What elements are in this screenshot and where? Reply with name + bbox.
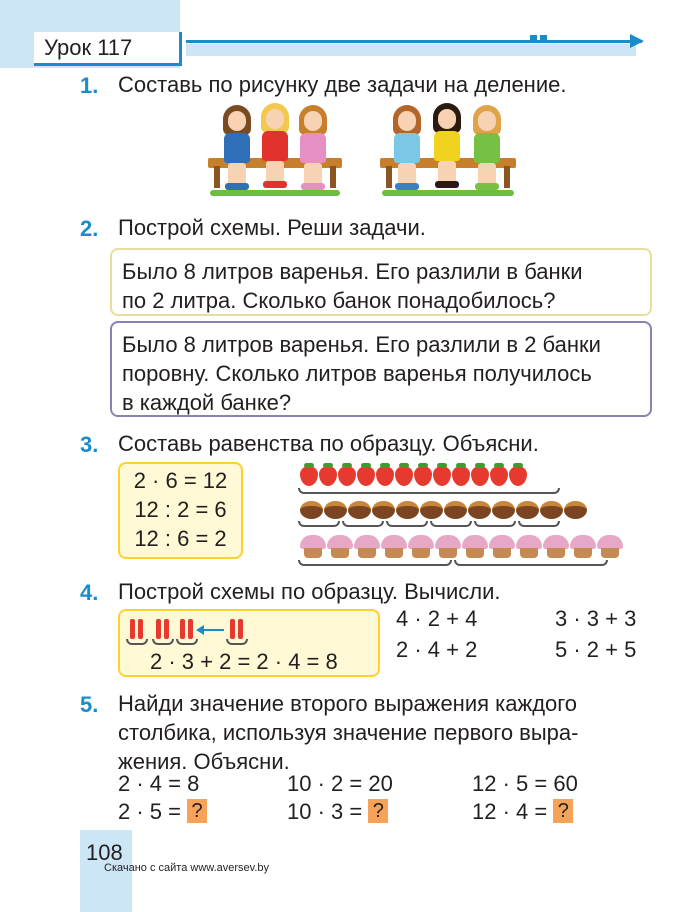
strawberry-icon bbox=[471, 466, 489, 486]
task-number: 3. bbox=[80, 432, 99, 457]
task-number: 2. bbox=[80, 216, 99, 241]
nut-icon bbox=[324, 501, 347, 519]
expression: 2 · 4 + 2 bbox=[396, 637, 478, 662]
nut-icon bbox=[516, 501, 539, 519]
cupcake-icon bbox=[462, 535, 488, 559]
group-bracket bbox=[152, 639, 174, 645]
strawberry-icon bbox=[433, 466, 451, 486]
nut-icon bbox=[348, 501, 371, 519]
unknown-box: ? bbox=[553, 799, 573, 823]
expression: 4 · 2 + 4 bbox=[396, 606, 478, 631]
expression: 3 · 3 + 3 bbox=[555, 606, 637, 631]
strawberry-icon bbox=[300, 466, 318, 486]
expression-text: 12 · 4 = bbox=[472, 799, 548, 824]
task-number: 5. bbox=[80, 692, 99, 717]
strawberry-icon bbox=[319, 466, 337, 486]
cupcake-icon bbox=[570, 535, 596, 559]
header-arrow-icon bbox=[630, 34, 644, 48]
expression-text: 10 · 3 = bbox=[287, 799, 363, 824]
nut-icon bbox=[468, 501, 491, 519]
header-dash bbox=[540, 35, 547, 41]
task-text: Составь по рисунку две задачи на деление. bbox=[118, 72, 567, 97]
row-bracket bbox=[298, 521, 340, 527]
header-line bbox=[186, 40, 642, 43]
expression: 12 · 5 = 60 bbox=[472, 771, 578, 796]
task-number: 1. bbox=[80, 73, 99, 98]
cupcake-icon bbox=[327, 535, 353, 559]
task-text: Построй схемы по образцу. Вычисли. bbox=[118, 579, 501, 604]
problem-line: по 2 литра. Сколько банок понадобилось? bbox=[122, 288, 556, 313]
strawberry-icon bbox=[338, 466, 356, 486]
strawberry-row bbox=[300, 466, 527, 486]
nut-row bbox=[300, 501, 587, 519]
task-text-line: столбика, используя значение первого выра- bbox=[118, 720, 579, 745]
group-bracket bbox=[126, 639, 148, 645]
nut-icon bbox=[396, 501, 419, 519]
problem-line: Было 8 литров варенья. Его разлили в банки bbox=[122, 259, 583, 284]
cupcake-icon bbox=[435, 535, 461, 559]
strawberry-icon bbox=[395, 466, 413, 486]
problem-line: в каждой банке? bbox=[122, 390, 292, 415]
cake-row bbox=[300, 535, 623, 559]
strawberry-icon bbox=[490, 466, 508, 486]
cupcake-icon bbox=[597, 535, 623, 559]
group-bracket bbox=[176, 639, 198, 645]
nut-icon bbox=[372, 501, 395, 519]
cupcake-icon bbox=[381, 535, 407, 559]
problem-line: поровну. Сколько литров варенья получилось bbox=[122, 361, 592, 386]
nut-icon bbox=[420, 501, 443, 519]
task-text bbox=[118, 689, 578, 776]
task-number: 4. bbox=[80, 580, 99, 605]
nut-icon bbox=[444, 501, 467, 519]
cupcake-icon bbox=[300, 535, 326, 559]
problem-line: Было 8 литров варенья. Его разлили в 2 банки bbox=[122, 332, 601, 357]
header-dash bbox=[530, 35, 537, 41]
expression: 10 · 2 = 20 bbox=[287, 771, 393, 796]
lesson-title: Урок 117 bbox=[44, 35, 133, 60]
expression: 5 · 2 + 5 bbox=[555, 637, 637, 662]
equation: 12 : 2 = 6 bbox=[134, 497, 227, 522]
nut-icon bbox=[564, 501, 587, 519]
row-bracket bbox=[454, 560, 608, 566]
unknown-box: ? bbox=[187, 799, 207, 823]
equation: 12 : 6 = 2 bbox=[134, 526, 227, 551]
cupcake-icon bbox=[408, 535, 434, 559]
nut-icon bbox=[540, 501, 563, 519]
strawberry-icon bbox=[414, 466, 432, 486]
lesson-header bbox=[34, 32, 182, 66]
nut-icon bbox=[300, 501, 323, 519]
nut-icon bbox=[492, 501, 515, 519]
problem-card bbox=[110, 321, 652, 417]
source-note: Скачано с сайта www.aversev.by bbox=[104, 862, 270, 874]
row-bracket bbox=[298, 488, 560, 494]
task-text-line: жения. Объясни. bbox=[118, 749, 290, 774]
task-text-line: Найди значение второго выражения каждого bbox=[118, 691, 578, 716]
group-bracket bbox=[226, 639, 248, 645]
row-bracket bbox=[430, 521, 472, 527]
task-text: Построй схемы. Реши задачи. bbox=[118, 215, 426, 240]
row-bracket bbox=[518, 521, 560, 527]
header-bar bbox=[186, 44, 636, 56]
page-number: 108 bbox=[86, 840, 123, 865]
cupcake-icon bbox=[489, 535, 515, 559]
row-bracket bbox=[342, 521, 384, 527]
strawberry-icon bbox=[509, 466, 527, 486]
cupcake-icon bbox=[543, 535, 569, 559]
problem-card bbox=[110, 248, 652, 316]
expression bbox=[472, 799, 573, 825]
arrow-line bbox=[202, 629, 224, 631]
equations-sample-box bbox=[118, 462, 243, 559]
cupcake-icon bbox=[516, 535, 542, 559]
strawberry-icon bbox=[452, 466, 470, 486]
expression bbox=[287, 799, 388, 825]
expression bbox=[118, 799, 207, 825]
row-bracket bbox=[474, 521, 516, 527]
equation: 2 · 6 = 12 bbox=[133, 468, 228, 493]
task-text: Составь равенства по образцу. Объясни. bbox=[118, 431, 539, 456]
unknown-box: ? bbox=[368, 799, 388, 823]
row-bracket bbox=[386, 521, 428, 527]
strawberry-icon bbox=[357, 466, 375, 486]
expression-text: 2 · 5 = bbox=[118, 799, 181, 824]
scheme-sample-box bbox=[118, 609, 380, 677]
row-bracket bbox=[298, 560, 452, 566]
strawberry-icon bbox=[376, 466, 394, 486]
cupcake-icon bbox=[354, 535, 380, 559]
expression: 2 · 4 = 8 bbox=[118, 771, 200, 796]
sample-equation: 2 · 3 + 2 = 2 · 4 = 8 bbox=[150, 649, 338, 674]
